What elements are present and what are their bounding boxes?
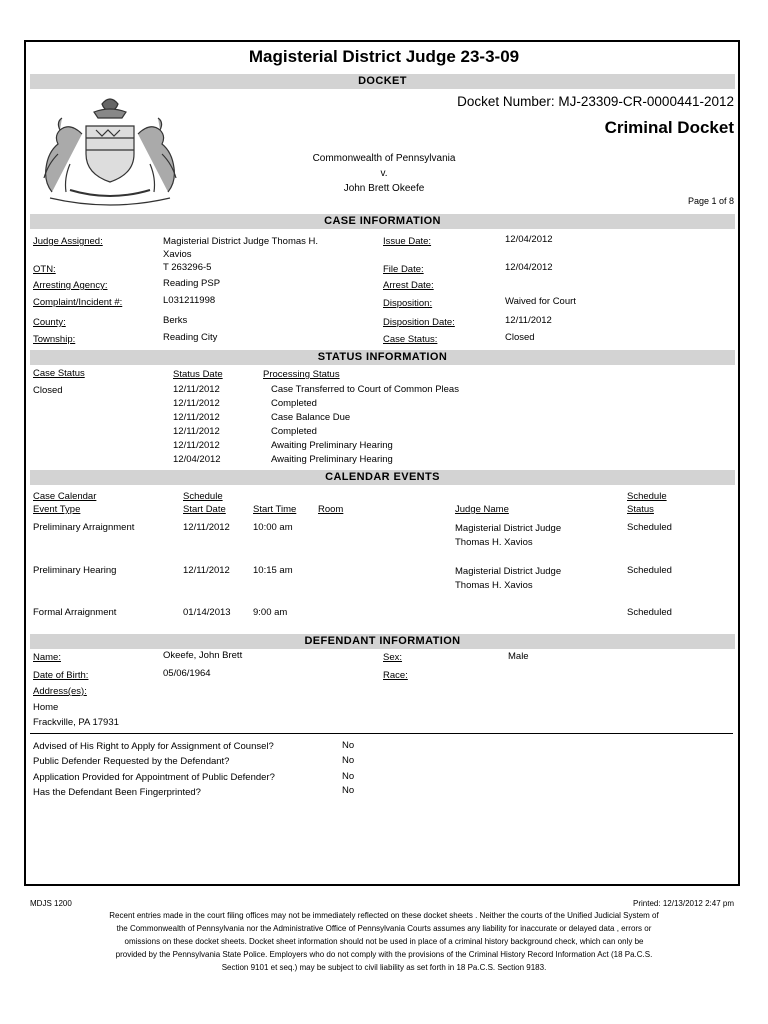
status-case-status-value: Closed xyxy=(33,385,63,396)
status-date: 12/11/2012 xyxy=(173,440,220,451)
status-date: 12/04/2012 xyxy=(173,454,221,465)
dob-label: Date of Birth: xyxy=(33,670,89,681)
question-label: Public Defender Requested by the Defendant? xyxy=(33,756,230,767)
disclaimer-line: omissions on these docket sheets. Docket sheet information should not be used in place of a criminal history background check, which can only be xyxy=(124,937,644,946)
defendant-name-value: Okeefe, John Brett xyxy=(163,650,243,661)
calendar-col-room: Room xyxy=(318,504,344,515)
status-col-processing-status: Processing Status xyxy=(263,369,340,380)
address-type: Home xyxy=(33,702,59,713)
processing-status: Completed xyxy=(271,398,317,409)
case-information-bar: CASE INFORMATION xyxy=(30,214,735,229)
event-judge-name-2: Thomas H. Xavios xyxy=(455,537,533,548)
status-date: 12/11/2012 xyxy=(173,384,220,395)
question-answer: No xyxy=(342,740,355,751)
disclaimer-line: provided by the Pennsylvania State Police. Employers who do not comply with the provisions of the Criminal History Record Information Act (18 Pa.C.S. xyxy=(115,950,653,959)
defendant-name-label: Name: xyxy=(33,652,61,663)
township-value: Reading City xyxy=(163,332,218,343)
caption-defendant: John Brett Okeefe xyxy=(343,183,425,194)
processing-status: Case Transferred to Court of Common Pleas xyxy=(271,384,459,395)
address-city: Frackville, PA 17931 xyxy=(33,717,119,728)
event-start-date: 01/14/2013 xyxy=(183,607,231,618)
docket-number: Docket Number: MJ-23309-CR-0000441-2012 xyxy=(457,94,734,109)
event-judge-name-2: Thomas H. Xavios xyxy=(455,580,533,591)
processing-status: Awaiting Preliminary Hearing xyxy=(271,454,393,465)
disposition-value: Waived for Court xyxy=(505,296,576,307)
sex-value: Male xyxy=(508,651,529,662)
status-date: 12/11/2012 xyxy=(173,398,220,409)
complaint-number-label: Complaint/Incident #: xyxy=(33,297,123,308)
event-start-time: 9:00 am xyxy=(253,607,288,618)
calendar-col-status: Status xyxy=(627,504,654,515)
status-date: 12/11/2012 xyxy=(173,426,220,437)
calendar-col-schedule: Schedule xyxy=(183,491,223,502)
calendar-col-event-type: Event Type xyxy=(33,504,81,515)
arrest-date-label: Arrest Date: xyxy=(383,280,434,291)
disclaimer-line: Section 9101 et seq.) may be subject to civil liability as set forth in 18 Pa.C.S. Section 9183. xyxy=(221,963,547,972)
status-information-bar: STATUS INFORMATION xyxy=(30,350,735,365)
disclaimer-line: Recent entries made in the court filing offices may not be immediately reflected on these docket sheets . Neither the courts of the Unified Judicial System of xyxy=(109,911,659,920)
question-answer: No xyxy=(342,785,355,796)
event-judge-name: Magisterial District Judge xyxy=(455,566,562,577)
question-label: Has the Defendant Been Fingerprinted? xyxy=(33,787,201,798)
case-status-label: Case Status: xyxy=(383,334,438,345)
issue-date-label: Issue Date: xyxy=(383,236,432,247)
pennsylvania-seal-icon xyxy=(30,94,190,208)
caption-plaintiff: Commonwealth of Pennsylvania xyxy=(312,153,456,164)
race-label: Race: xyxy=(383,670,408,681)
event-type: Formal Arraignment xyxy=(33,607,117,618)
status-col-status-date: Status Date xyxy=(173,369,223,380)
status-date: 12/11/2012 xyxy=(173,412,220,423)
event-status: Scheduled xyxy=(627,522,672,533)
status-row xyxy=(173,383,220,396)
judge-assigned-value: Magisterial District Judge Thomas H. xyxy=(163,236,319,247)
otn-label: OTN: xyxy=(33,264,56,275)
calendar-col-schedule-2: Schedule xyxy=(627,491,667,502)
sex-label: Sex: xyxy=(383,652,403,663)
question-answer: No xyxy=(342,771,355,782)
event-start-time: 10:15 am xyxy=(253,565,293,576)
judge-assigned-label: Judge Assigned: xyxy=(33,236,103,247)
file-date-label: File Date: xyxy=(383,264,424,275)
printed-timestamp: Printed: 12/13/2012 2:47 pm xyxy=(633,899,734,908)
calendar-col-start-time: Start Time xyxy=(253,504,297,515)
complaint-number-value: L031211998 xyxy=(163,295,216,306)
processing-status: Case Balance Due xyxy=(271,412,351,423)
form-id: MDJS 1200 xyxy=(30,899,72,908)
county-label: County: xyxy=(33,317,66,328)
arresting-agency-value: Reading PSP xyxy=(163,278,221,289)
dob-value: 05/06/1964 xyxy=(163,668,211,679)
docket-type: Criminal Docket xyxy=(604,118,734,137)
issue-date-value: 12/04/2012 xyxy=(505,234,553,245)
court-title: Magisterial District Judge 23-3-09 xyxy=(248,47,520,66)
judge-assigned-value-2: Xavios xyxy=(163,249,192,260)
question-answer: No xyxy=(342,755,355,766)
processing-status: Completed xyxy=(271,426,317,437)
disposition-date-label: Disposition Date: xyxy=(383,317,455,328)
township-label: Township: xyxy=(33,334,76,345)
address-label: Address(es): xyxy=(33,686,87,697)
otn-value: T 263296-5 xyxy=(163,262,212,273)
status-col-case-status: Case Status xyxy=(33,368,85,379)
event-start-time: 10:00 am xyxy=(253,522,293,533)
calendar-col-judge-name: Judge Name xyxy=(455,504,509,515)
caption-versus: v. xyxy=(380,168,388,179)
disposition-date-value: 12/11/2012 xyxy=(505,315,552,326)
calendar-col-case-calendar: Case Calendar xyxy=(33,491,97,502)
disclaimer-line: the Commonwealth of Pennsylvania nor the Administrative Office of Pennsylvania Courts assumes any liability for inaccurate or delayed data , errors or xyxy=(116,924,652,933)
disposition-label: Disposition: xyxy=(383,298,433,309)
county-value: Berks xyxy=(163,315,188,326)
event-status: Scheduled xyxy=(627,565,672,576)
event-judge-name: Magisterial District Judge xyxy=(455,523,562,534)
case-status-value: Closed xyxy=(505,332,535,343)
calendar-col-start-date: Start Date xyxy=(183,504,226,515)
question-label: Application Provided for Appointment of Public Defender? xyxy=(33,772,275,783)
disclaimer xyxy=(30,909,738,974)
file-date-value: 12/04/2012 xyxy=(505,262,553,273)
section-divider xyxy=(30,733,733,734)
calendar-events-bar: CALENDAR EVENTS xyxy=(30,470,735,485)
case-caption xyxy=(284,151,484,196)
docket-bar: DOCKET xyxy=(30,74,735,89)
defendant-information-bar: DEFENDANT INFORMATION xyxy=(30,634,735,649)
event-type: Preliminary Hearing xyxy=(33,565,117,576)
event-start-date: 12/11/2012 xyxy=(183,522,230,533)
processing-status: Awaiting Preliminary Hearing xyxy=(271,440,393,451)
event-type: Preliminary Arraignment xyxy=(33,522,135,533)
arresting-agency-label: Arresting Agency: xyxy=(33,280,108,291)
event-start-date: 12/11/2012 xyxy=(183,565,230,576)
question-label: Advised of His Right to Apply for Assignment of Counsel? xyxy=(33,741,274,752)
page-info: Page 1 of 8 xyxy=(687,196,734,206)
event-status: Scheduled xyxy=(627,607,672,618)
